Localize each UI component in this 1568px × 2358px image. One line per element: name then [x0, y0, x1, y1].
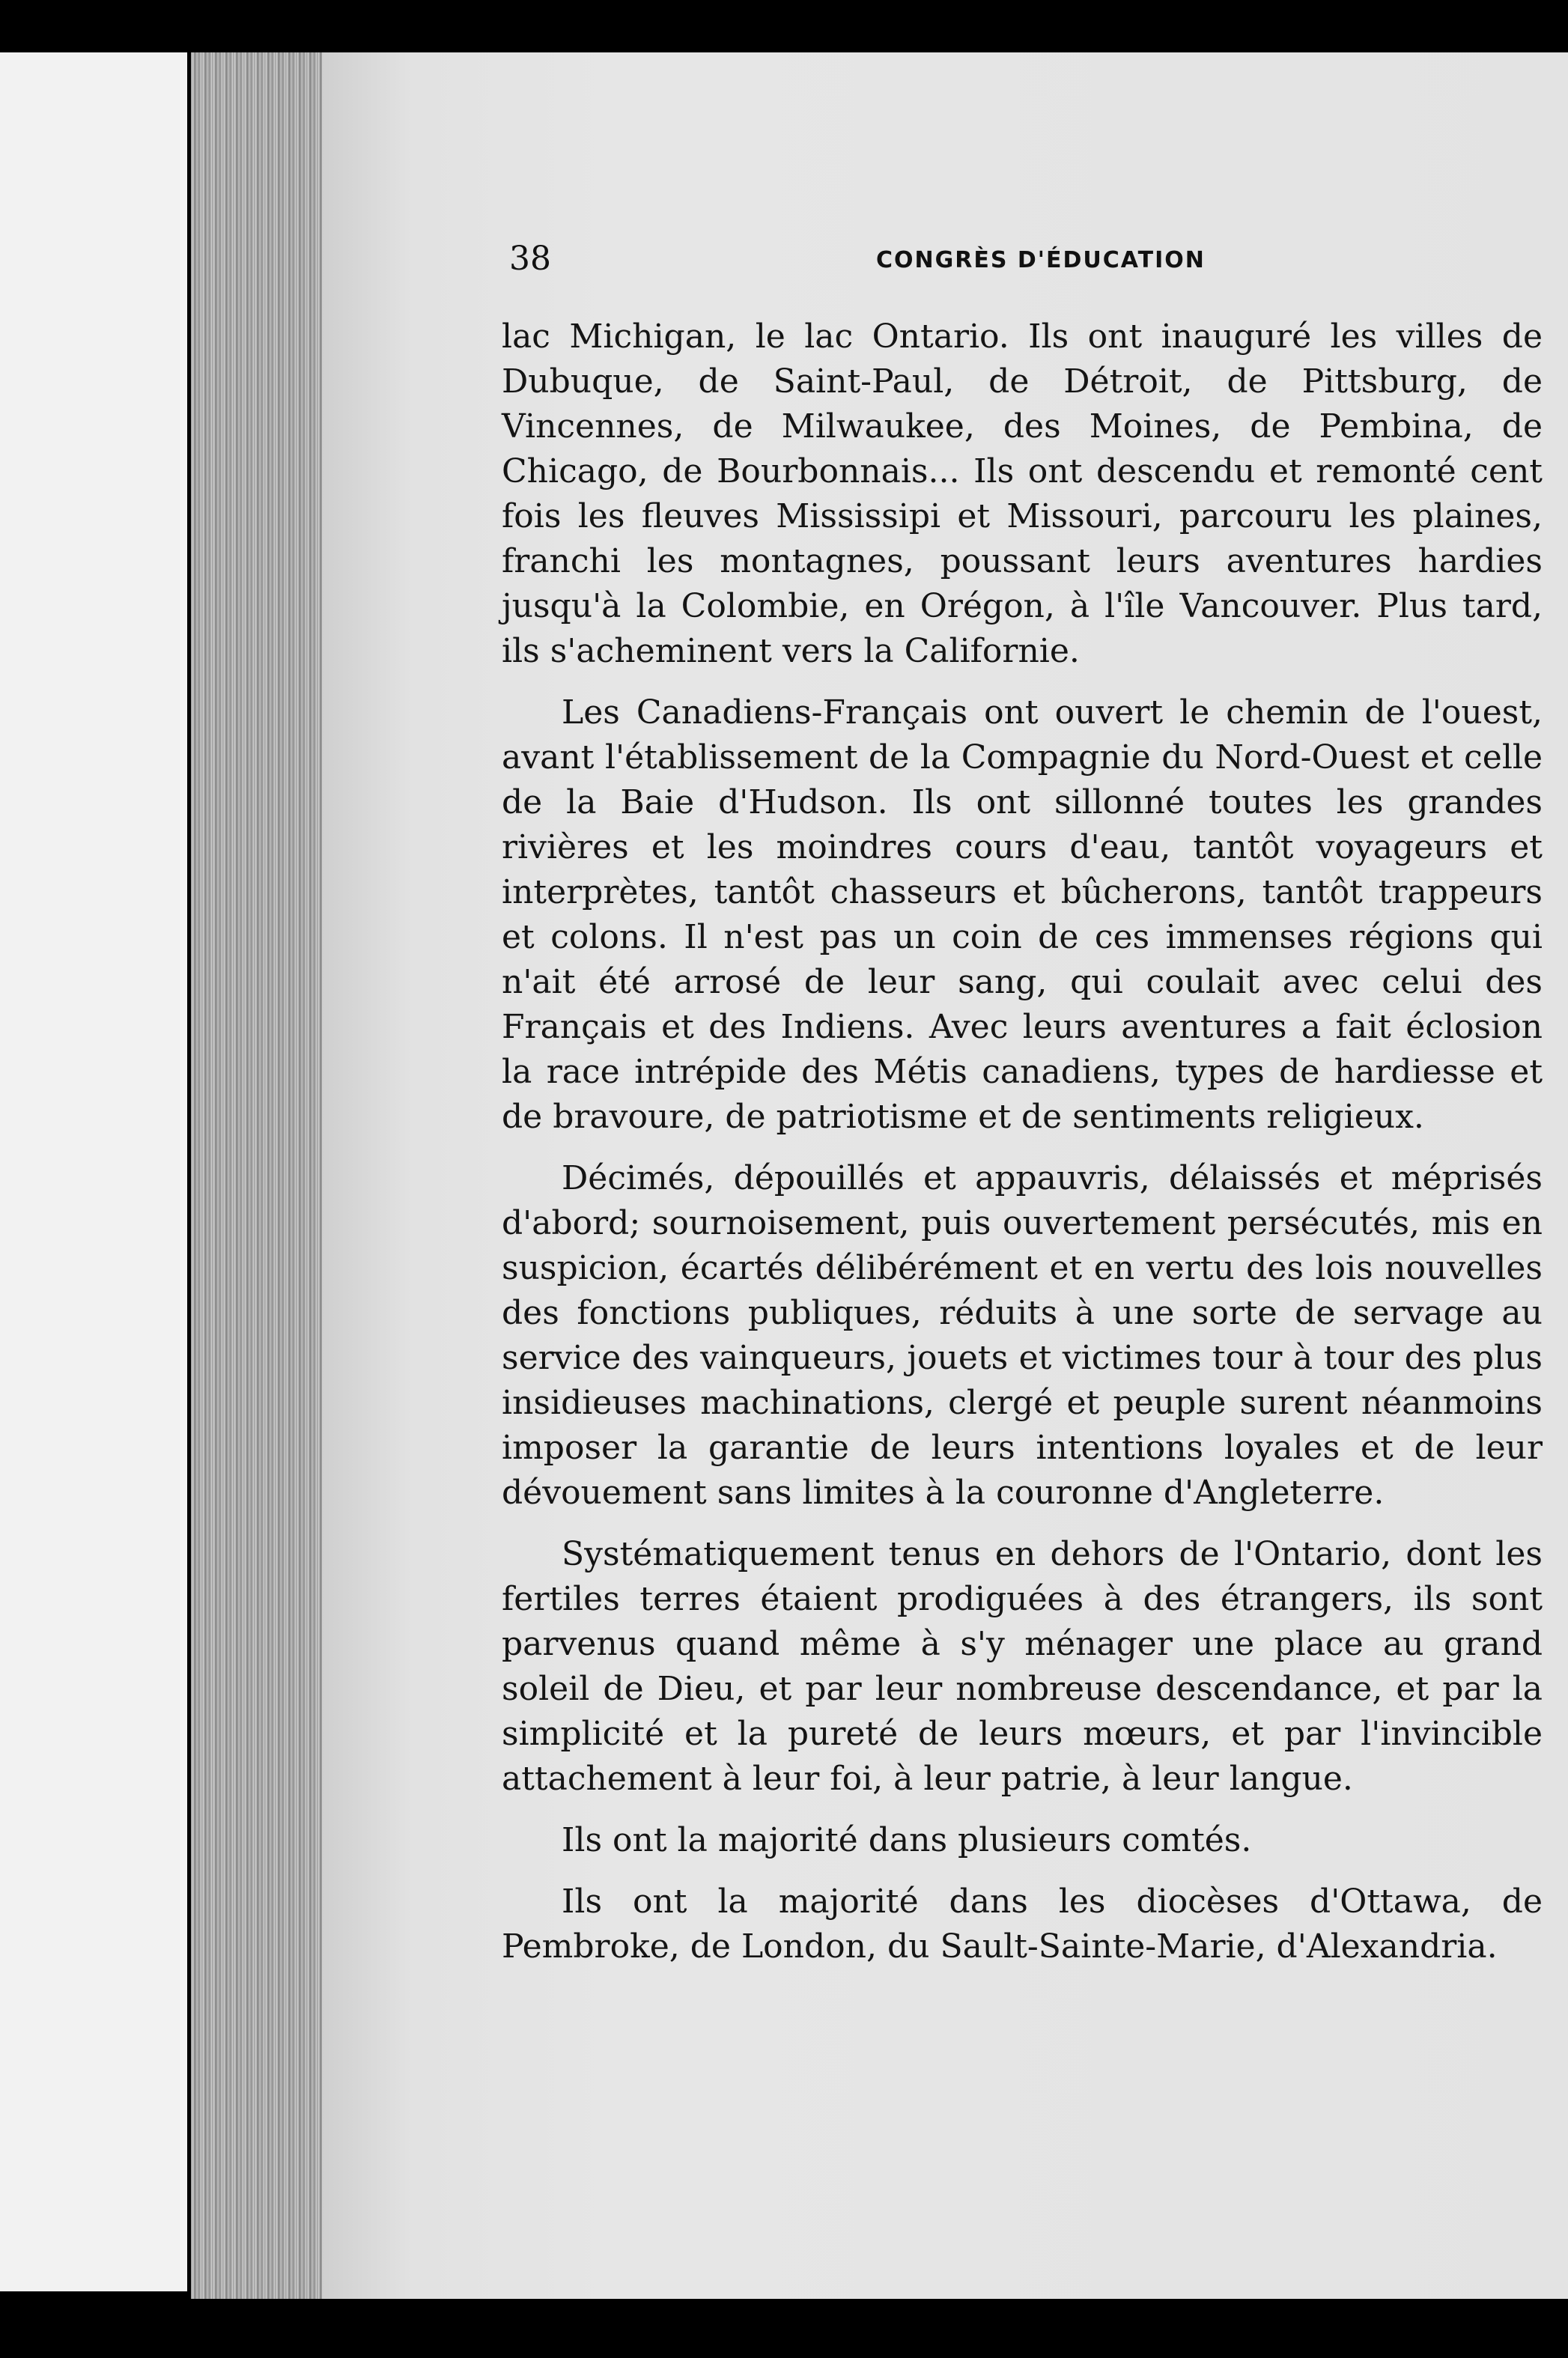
paragraph: Décimés, dépouillés et appauvris, délaissés et méprisés d'abord; sournoisement, puis ouvertement persécutés, mis en suspicion, écartés délibérément et en vertu des lois nouvelles des fonctions publiques, réduits à une sorte de servage au service des vainqueurs, jouets et victimes tour à tour des plus insidieuses machinations, clergé et peuple surent néanmoins imposer la garantie de leurs intentions loyales et de leur dévouement sans limites à la couronne d'Angleterre. [502, 1159, 1543, 1512]
paragraph: Ils ont la majorité dans plusieurs comtés. [562, 1821, 1252, 1859]
film-margin [0, 52, 187, 2291]
book-page-edges [191, 52, 333, 2299]
page-header [509, 240, 1483, 285]
paragraph: Systématiquement tenus en dehors de l'Ontario, dont les fertiles terres étaient prodiguées à des étrangers, ils sont parvenus quand même à s'y ménager une place au grand soleil de Dieu, et par leur nombreuse descendance, et par la simplicité et la pureté de leurs mœurs, et par l'invincible attachement à leur foi, à leur patrie, à leur langue. [502, 1535, 1543, 1798]
paragraph: lac Michigan, le lac Ontario. Ils ont inauguré les villes de Dubuque, de Saint-Paul, de Détroit, de Pittsburg, de Vincennes, de Milwaukee, des Moines, de Pembina, de Chicago, de Bourbonnais... Ils ont descendu et remonté cent fois les fleuves Mississipi et Missouri, parcouru les plaines, franchi les montagnes, poussant leurs aventures hardies jusqu'à la Colombie, en Orégon, à l'île Vancouver. Plus tard, ils s'acheminent vers la Californie. [502, 317, 1543, 670]
paragraph: Les Canadiens-Français ont ouvert le chemin de l'ouest, avant l'établissement de la Compagnie du Nord-Ouest et celle de la Baie d'Hudson. Ils ont sillonné toutes les grandes rivières et les moindres cours d'eau, tantôt voyageurs et interprètes, tantôt chasseurs et bûcherons, tantôt trappeurs et colons. Il n'est pas un coin de ces immenses régions qui n'ait été arrosé de leur sang, qui coulait avec celui des Français et des Indiens. Avec leurs aventures a fait éclosion la race intrépide des Métis canadiens, types de hardiesse et de bravoure, de patriotisme et de sentiments religieux. [502, 693, 1543, 1136]
page-body [502, 314, 1543, 1986]
paragraph: Ils ont la majorité dans les diocèses d'Ottawa, de Pembroke, de London, du Sault-Sainte-Marie, d'Alexandria. [502, 1883, 1543, 1966]
page-number: 38 [509, 240, 551, 278]
running-title: CONGRÈS D'ÉDUCATION [876, 247, 1206, 273]
